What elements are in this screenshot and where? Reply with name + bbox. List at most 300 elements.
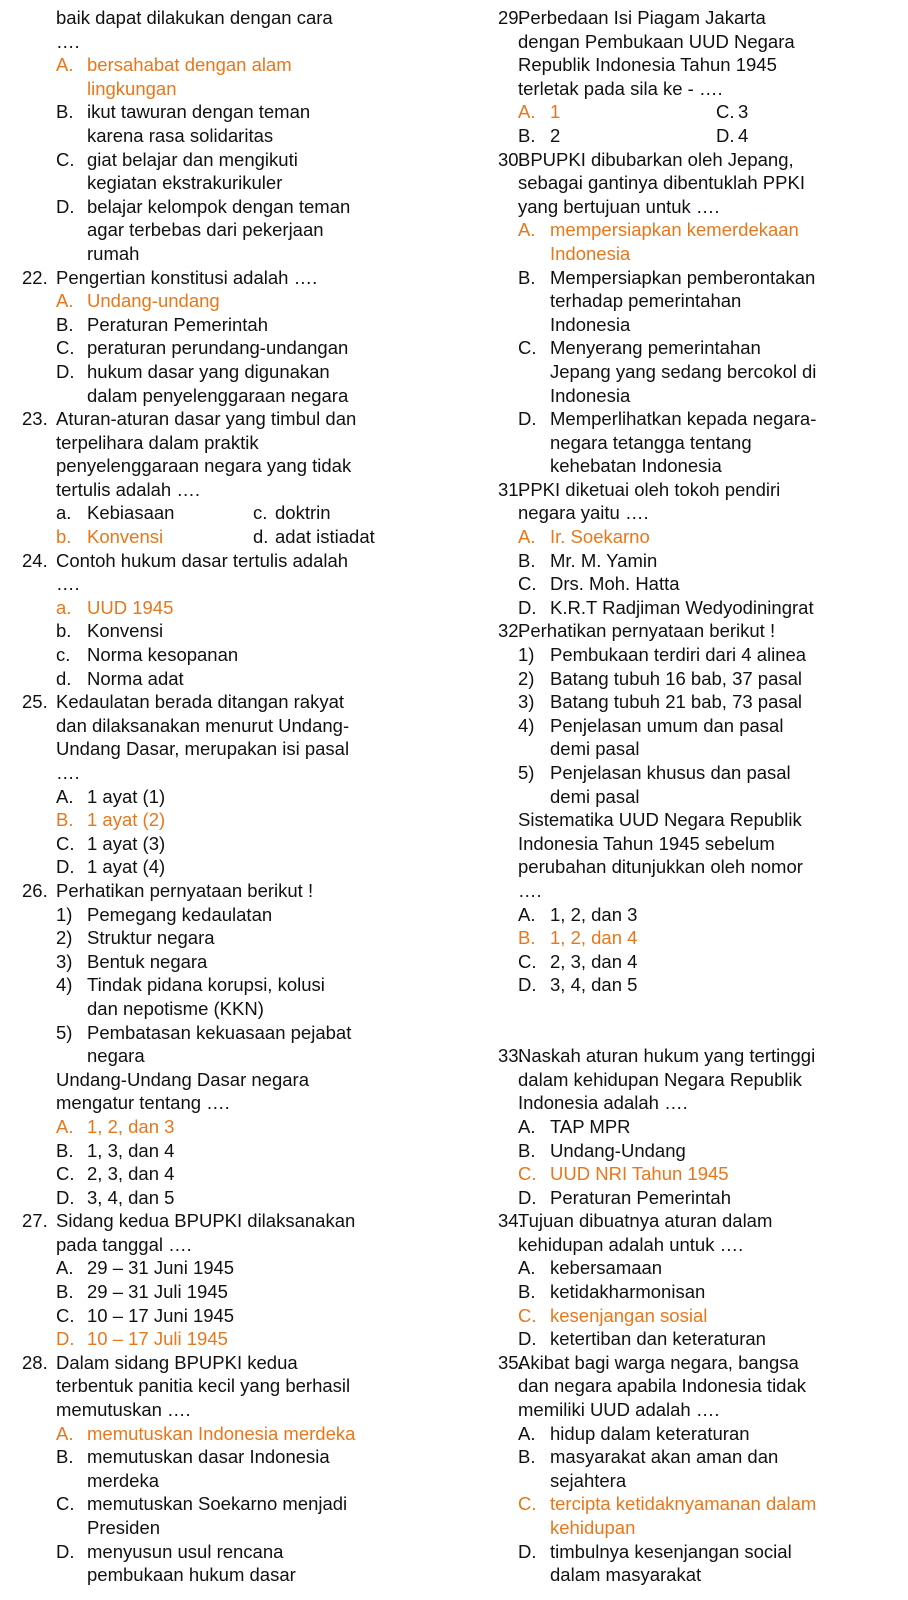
text-line — [498, 1469, 890, 1493]
option-text: Norma adat — [87, 667, 184, 689]
option-label: D. — [716, 124, 735, 146]
statement-number: 1) — [56, 903, 73, 925]
question-text: dalam kehidupan Negara Republik — [518, 1068, 802, 1090]
option-label: B. — [56, 313, 74, 335]
text-line — [22, 384, 442, 408]
option-label: D. — [56, 195, 75, 217]
option-text: pembukaan hukum dasar — [87, 1564, 296, 1586]
statement-number: 5) — [56, 1021, 73, 1043]
question-text: Tujuan dibuatnya aturan dalam — [518, 1210, 773, 1232]
option-label: C. — [56, 337, 75, 359]
option-label: D. — [518, 1186, 537, 1208]
statement-number: 4) — [518, 714, 535, 736]
option-text: Mempersiapkan pemberontakan — [550, 266, 816, 288]
question-text: …. — [56, 30, 80, 52]
option-text: kebersamaan — [550, 1257, 663, 1279]
option-text: terhadap pemerintahan — [550, 290, 742, 312]
option-label: D. — [56, 1328, 75, 1350]
text-line — [498, 501, 890, 525]
text-line — [22, 289, 442, 313]
option-text: 1 ayat (1) — [87, 785, 166, 807]
text-line — [22, 1563, 442, 1587]
right-column — [498, 6, 890, 1587]
text-line — [22, 596, 442, 620]
question-number: 29. — [498, 7, 524, 28]
question-number: 33. — [498, 1045, 524, 1067]
text-line — [498, 195, 890, 219]
text-line — [22, 619, 442, 643]
option-text: K.R.T Radjiman Wedyodiningrat — [550, 596, 814, 618]
text-line — [22, 1186, 442, 1210]
statement-text: Penjelasan khusus dan pasal — [550, 762, 791, 783]
option-label: A. — [518, 219, 536, 241]
option-label: B. — [518, 927, 536, 949]
text-line — [22, 903, 442, 927]
option-text: ketertiban dan keteraturan — [550, 1328, 766, 1350]
text-line — [22, 1091, 442, 1115]
statement-text: negara — [87, 1045, 145, 1067]
text-line — [22, 454, 442, 478]
text-line — [22, 336, 442, 360]
option-label: A. — [56, 1422, 74, 1444]
option-text: 1, 2, dan 3 — [550, 903, 638, 925]
text-line — [498, 454, 890, 478]
option-label: A. — [56, 290, 74, 312]
text-line — [22, 171, 442, 195]
text-line — [498, 1563, 890, 1587]
text-line — [498, 266, 890, 290]
question-text: …. — [518, 879, 542, 901]
option-text: giat belajar dan mengikuti — [87, 148, 298, 170]
question-text: BPUPKI dibubarkan oleh Jepang, — [518, 148, 794, 170]
option-text: karena rasa solidaritas — [87, 124, 274, 146]
option-text: 2 — [550, 124, 561, 146]
option-text: Norma kesopanan — [87, 644, 239, 666]
text-line — [498, 808, 890, 832]
option-label: D. — [518, 1328, 537, 1350]
option-text: Indonesia — [550, 242, 631, 264]
text-line — [498, 1374, 890, 1398]
text-line — [498, 761, 890, 785]
text-line — [498, 1351, 890, 1375]
text-line — [22, 218, 442, 242]
text-line — [22, 1469, 442, 1493]
text-line — [22, 808, 442, 832]
statement-number: 1) — [518, 644, 535, 666]
text-line — [22, 855, 442, 879]
text-line — [22, 879, 442, 903]
option-text: bersahabat dengan alam — [87, 54, 292, 76]
question-text: dan dilaksanakan menurut Undang- — [56, 714, 350, 736]
question-text: PPKI diketuai oleh tokoh pendiri — [518, 478, 781, 500]
text-line — [498, 903, 890, 927]
text-line — [498, 1492, 890, 1516]
question-text: Undang-Undang Dasar negara — [56, 1068, 310, 1090]
text-line — [22, 1304, 442, 1328]
text-line — [498, 1280, 890, 1304]
option-text: Peraturan Pemerintah — [87, 313, 268, 335]
option-label: A. — [518, 526, 536, 548]
option-text: hidup dalam keteraturan — [550, 1422, 750, 1444]
option-text: Jepang yang sedang bercokol di — [550, 360, 817, 382]
option-label: A. — [56, 785, 74, 807]
option-text: 29 – 31 Juni 1945 — [87, 1257, 235, 1279]
option-label: D. — [518, 1540, 537, 1562]
question-text: pada tanggal …. — [56, 1233, 192, 1255]
option-text: 2, 3, dan 4 — [550, 950, 638, 972]
text-line — [498, 1398, 890, 1422]
option-label: A. — [518, 1257, 536, 1279]
option-text: tercipta ketidaknyamanan dalam — [550, 1493, 817, 1515]
statement-text: dan nepotisme (KKN) — [87, 997, 264, 1019]
statement-text: Pemegang kedaulatan — [87, 903, 273, 925]
text-line — [498, 1162, 890, 1186]
text-line — [22, 1162, 442, 1186]
statement-text: demi pasal — [550, 785, 640, 807]
text-line — [22, 266, 442, 290]
question-text: tertulis adalah …. — [56, 478, 200, 500]
text-line — [22, 431, 442, 455]
option-text: kehidupan — [550, 1517, 636, 1538]
question-text: memiliki UUD adalah …. — [518, 1399, 720, 1421]
question-text: terbentuk panitia kecil yang berhasil — [56, 1375, 351, 1397]
option-label: D. — [518, 408, 537, 430]
option-text: doktrin — [275, 502, 331, 524]
text-line — [22, 1445, 442, 1469]
text-line — [498, 1422, 890, 1446]
text-line — [22, 1422, 442, 1446]
text-line — [22, 1068, 442, 1092]
question-text: Sistematika UUD Negara Republik — [518, 809, 802, 831]
question-text: sebagai gantinya dibentuklah PPKI — [518, 172, 805, 194]
option-text: adat istiadat — [275, 526, 375, 548]
text-line — [498, 336, 890, 360]
question-text: Indonesia adalah …. — [518, 1092, 688, 1114]
question-text: Akibat bagi warga negara, bangsa — [518, 1351, 799, 1373]
question-number: 24. — [22, 549, 48, 571]
option-text: Mr. M. Yamin — [550, 549, 658, 571]
text-line — [22, 1280, 442, 1304]
option-text: merdeka — [87, 1469, 159, 1491]
question-text: Contoh hukum dasar tertulis adalah — [56, 549, 349, 571]
text-line — [498, 926, 890, 950]
text-line — [22, 690, 442, 714]
question-text: terpelihara dalam praktik — [56, 431, 259, 453]
option-label: B. — [56, 809, 74, 831]
spacer — [498, 997, 890, 1021]
option-text: ketidakharmonisan — [550, 1281, 706, 1303]
question-text: Undang Dasar, merupakan isi pasal — [56, 738, 350, 760]
statement-text: Batang tubuh 21 bab, 73 pasal — [550, 691, 803, 713]
option-label: B. — [518, 124, 536, 146]
text-line — [498, 737, 890, 761]
statement-number: 3) — [518, 691, 535, 713]
question-number: 27. — [22, 1210, 48, 1232]
text-line — [498, 572, 890, 596]
question-text: Aturan-aturan dasar yang timbul dan — [56, 408, 357, 430]
option-label: a. — [56, 502, 72, 524]
option-text: Undang-Undang — [550, 1139, 686, 1161]
question-text: Perhatikan pernyataan berikut ! — [518, 620, 776, 642]
option-label: B. — [518, 1446, 536, 1468]
spacer — [498, 1021, 890, 1045]
text-line — [498, 1209, 890, 1233]
question-text: negara yaitu …. — [518, 502, 649, 524]
text-line — [22, 30, 442, 54]
question-text: dengan Pembukaan UUD Negara — [518, 30, 795, 52]
text-line — [22, 785, 442, 809]
text-line — [498, 242, 890, 266]
text-line — [22, 832, 442, 856]
question-text: dan negara apabila Indonesia tidak — [518, 1375, 807, 1397]
question-text: Sidang kedua BPUPKI dilaksanakan — [56, 1210, 356, 1232]
text-line — [22, 525, 442, 549]
option-text: 2, 3, dan 4 — [87, 1163, 175, 1185]
text-line — [498, 1304, 890, 1328]
option-text: Drs. Moh. Hatta — [550, 573, 680, 595]
option-label: C. — [56, 1493, 75, 1515]
text-line — [22, 997, 442, 1021]
text-line — [22, 643, 442, 667]
question-text: Perhatikan pernyataan berikut ! — [56, 879, 314, 901]
option-text: dalam penyelenggaraan negara — [87, 384, 349, 406]
question-number: 23. — [22, 408, 48, 430]
option-label: D. — [56, 1186, 75, 1208]
option-text: negara tetangga tentang — [550, 431, 752, 453]
option-text: UUD NRI Tahun 1945 — [550, 1163, 729, 1185]
option-text: Kebiasaan — [87, 502, 175, 524]
option-text: 10 – 17 Juni 1945 — [87, 1304, 235, 1326]
text-line — [22, 1209, 442, 1233]
text-line — [498, 832, 890, 856]
question-number: 32. — [498, 620, 524, 642]
text-line — [22, 313, 442, 337]
text-line — [22, 973, 442, 997]
text-line — [22, 950, 442, 974]
question-text: Dalam sidang BPUPKI kedua — [56, 1351, 298, 1373]
option-text: Indonesia — [550, 313, 631, 335]
text-line — [498, 1186, 890, 1210]
statement-number: 3) — [56, 950, 73, 972]
option-label: C. — [518, 337, 537, 359]
question-number: 31. — [498, 478, 524, 500]
question-text: Republik Indonesia Tahun 1945 — [518, 54, 777, 76]
option-text: Konvensi — [87, 526, 164, 548]
statement-text: Bentuk negara — [87, 950, 208, 972]
question-number: 28. — [22, 1351, 48, 1373]
text-line — [498, 973, 890, 997]
option-label: C. — [518, 950, 537, 972]
option-label: A. — [56, 54, 74, 76]
option-label: a. — [56, 596, 72, 618]
option-text: masyarakat akan aman dan — [550, 1446, 779, 1468]
option-text: mempersiapkan kemerdekaan — [550, 219, 799, 241]
text-line — [498, 619, 890, 643]
statement-number: 5) — [518, 762, 535, 783]
option-text: 1 ayat (3) — [87, 832, 166, 854]
option-text: sejahtera — [550, 1469, 627, 1491]
text-line — [498, 30, 890, 54]
question-text: Perbedaan Isi Piagam Jakarta — [518, 7, 766, 28]
option-text: Ir. Soekarno — [550, 526, 650, 548]
option-label: C. — [518, 573, 537, 595]
text-line — [22, 407, 442, 431]
option-text: kegiatan ekstrakurikuler — [87, 172, 283, 194]
text-line — [498, 950, 890, 974]
text-line — [22, 714, 442, 738]
question-text: Indonesia Tahun 1945 sebelum — [518, 832, 775, 854]
option-text: 3 — [738, 101, 749, 123]
option-label: d. — [253, 526, 269, 548]
text-line — [498, 1327, 890, 1351]
option-label: A. — [518, 1422, 536, 1444]
statement-number: 2) — [56, 927, 73, 949]
text-line — [22, 1044, 442, 1068]
text-line — [498, 1256, 890, 1280]
option-text: 1 — [550, 101, 561, 123]
question-text: mengatur tentang …. — [56, 1092, 230, 1114]
text-line — [22, 926, 442, 950]
text-line — [498, 879, 890, 903]
option-text: 1, 3, dan 4 — [87, 1139, 175, 1161]
question-text: perubahan ditunjukkan oleh nomor — [518, 856, 803, 878]
option-label: B. — [518, 549, 536, 571]
question-number: 30. — [498, 148, 524, 170]
option-text: ikut tawuran dengan teman — [87, 101, 311, 123]
text-line — [498, 478, 890, 502]
text-line — [22, 501, 442, 525]
option-text: 1 ayat (4) — [87, 856, 166, 878]
option-label: D. — [56, 856, 75, 878]
question-number: 35. — [498, 1351, 524, 1373]
text-line — [498, 431, 890, 455]
text-line — [498, 690, 890, 714]
text-line — [22, 1021, 442, 1045]
option-text: memutuskan dasar Indonesia — [87, 1446, 330, 1468]
question-text: memutuskan …. — [56, 1399, 191, 1421]
option-text: memutuskan Indonesia merdeka — [87, 1422, 356, 1444]
option-label: d. — [56, 667, 72, 689]
text-line — [22, 1351, 442, 1375]
option-text: Konvensi — [87, 620, 164, 642]
text-line — [498, 1115, 890, 1139]
text-line — [22, 53, 442, 77]
text-line — [498, 313, 890, 337]
option-label: C. — [56, 1163, 75, 1185]
option-label: c. — [56, 644, 71, 666]
option-text: lingkungan — [87, 77, 177, 99]
statement-text: Struktur negara — [87, 927, 215, 949]
option-text: rumah — [87, 242, 140, 264]
text-line — [498, 1139, 890, 1163]
option-text: 1, 2, dan 4 — [550, 927, 638, 949]
option-label: c. — [253, 502, 268, 524]
text-line — [22, 1139, 442, 1163]
option-text: Presiden — [87, 1517, 161, 1538]
option-label: A. — [518, 1115, 536, 1137]
option-label: C. — [56, 148, 75, 170]
option-text: belajar kelompok dengan teman — [87, 195, 351, 217]
text-line — [498, 360, 890, 384]
option-text: Undang-undang — [87, 290, 220, 312]
option-label: C. — [56, 1304, 75, 1326]
text-line — [498, 289, 890, 313]
question-number: 34. — [498, 1210, 524, 1232]
option-label: B. — [518, 1139, 536, 1161]
question-text: terletak pada sila ke - …. — [518, 77, 723, 99]
option-text: hukum dasar yang digunakan — [87, 360, 330, 382]
option-label: C. — [518, 1163, 537, 1185]
left-column — [22, 6, 442, 1587]
option-text: Indonesia — [550, 384, 631, 406]
text-line — [22, 242, 442, 266]
text-line — [22, 124, 442, 148]
option-label: B. — [518, 1281, 536, 1303]
text-line — [22, 737, 442, 761]
question-text: …. — [56, 762, 80, 783]
option-text: kesenjangan sosial — [550, 1304, 708, 1326]
text-line — [22, 195, 442, 219]
text-line — [498, 714, 890, 738]
option-text: TAP MPR — [550, 1115, 631, 1137]
text-line — [22, 1233, 442, 1257]
option-label: D. — [518, 974, 537, 996]
text-line — [22, 667, 442, 691]
option-text: dalam masyarakat — [550, 1564, 702, 1586]
option-text: 3, 4, dan 5 — [550, 974, 638, 996]
text-line — [22, 148, 442, 172]
option-label: B. — [56, 1281, 74, 1303]
option-text: memutuskan Soekarno menjadi — [87, 1493, 348, 1515]
text-line — [22, 77, 442, 101]
text-line — [22, 1256, 442, 1280]
option-label: C. — [716, 101, 735, 123]
text-line — [498, 596, 890, 620]
statement-number: 2) — [518, 667, 535, 689]
text-line — [22, 360, 442, 384]
text-line — [22, 1327, 442, 1351]
option-text: Menyerang pemerintahan — [550, 337, 761, 359]
option-text: peraturan perundang-undangan — [87, 337, 349, 359]
statement-text: Penjelasan umum dan pasal — [550, 714, 784, 736]
question-number: 22. — [22, 266, 48, 288]
text-line — [498, 643, 890, 667]
option-label: B. — [518, 266, 536, 288]
option-label: b. — [56, 620, 72, 642]
question-number: 26. — [22, 879, 48, 901]
text-line — [498, 667, 890, 691]
text-line — [498, 1445, 890, 1469]
text-line — [22, 100, 442, 124]
option-text: 29 – 31 Juli 1945 — [87, 1281, 228, 1303]
statement-text: Pembatasan kekuasaan pejabat — [87, 1021, 352, 1043]
text-line — [22, 478, 442, 502]
question-text: Kedaulatan berada ditangan rakyat — [56, 691, 344, 713]
text-line — [22, 1115, 442, 1139]
text-line — [498, 218, 890, 242]
text-line — [498, 171, 890, 195]
question-number: 25. — [22, 691, 48, 713]
option-text: timbulnya kesenjangan social — [550, 1540, 792, 1562]
option-label: A. — [56, 1257, 74, 1279]
question-text: Naskah aturan hukum yang tertinggi — [518, 1045, 816, 1067]
text-line — [498, 785, 890, 809]
text-line — [22, 1398, 442, 1422]
text-line — [498, 53, 890, 77]
statement-text: Batang tubuh 16 bab, 37 pasal — [550, 667, 803, 689]
question-text: penyelenggaraan negara yang tidak — [56, 455, 352, 477]
text-line — [498, 6, 890, 30]
